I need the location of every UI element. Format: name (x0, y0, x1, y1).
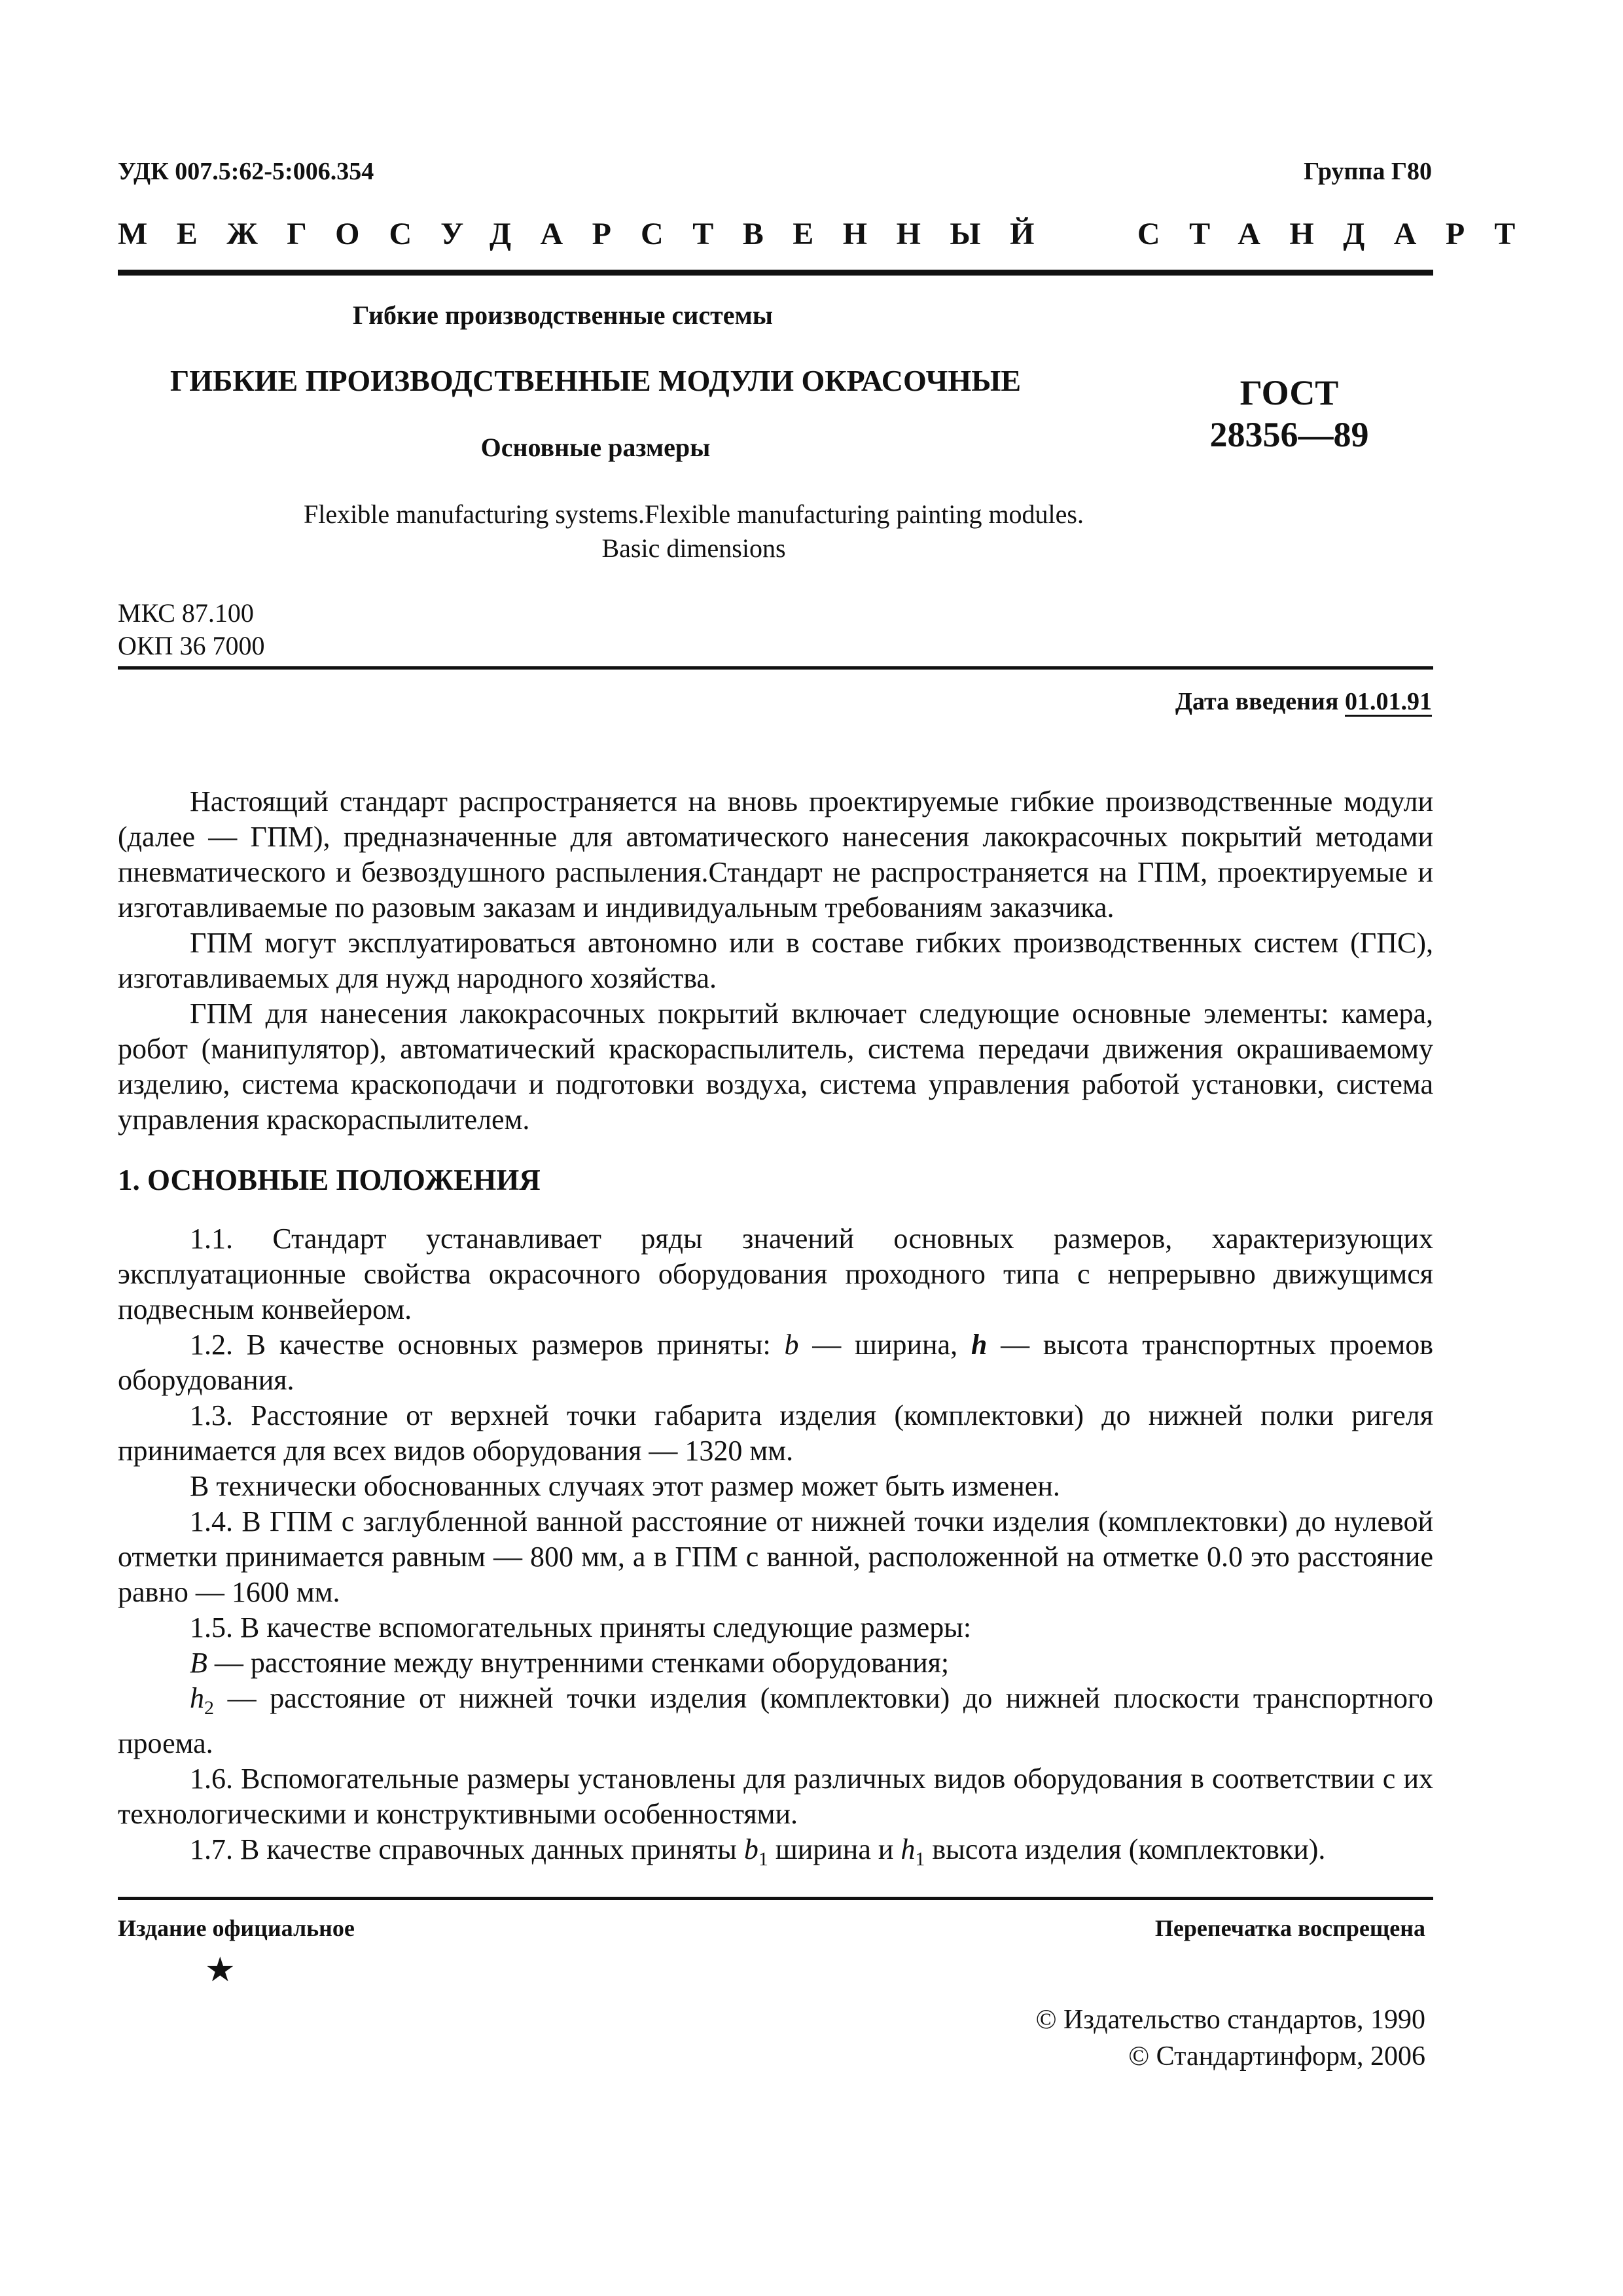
header-rule (118, 270, 1433, 276)
document-title: ГИБКИЕ ПРОИЗВОДСТВЕННЫЕ МОДУЛИ ОКРАСОЧНЫЕ (169, 364, 1022, 397)
clause-1-1: 1.1. Стандарт устанавливает ряды значений основных размеров, характеризующих эксплуатационные свойства окрасочного оборудования проходного типа с непрерывно движущимся подвесным конвейером. (118, 1223, 1433, 1325)
clause-1-6: 1.6. Вспомогательные размеры установлены для различных видов оборудования в соответствии с их технологическими и конструктивными особенностями. (118, 1762, 1433, 1830)
series-title: Гибкие производственные системы (353, 300, 773, 330)
intro-paragraph-3: ГПМ для нанесения лакокрасочных покрытий включает следующие основные элементы: камера, робот (манипулятор), автоматический краскораспылитель, система передачи движения окрашиваемому изделию, система краскоподачи и подготовки воздуха, система управления работой установки, система управления краскораспылителем. (118, 997, 1433, 1136)
intro-paragraph-1: Настоящий стандарт распространяется на вновь проектируемые гибкие производственные модули (далее — ГПМ), предназначенные для автоматического нанесения лакокрасочных покрытий методами пневматического и безвоздушного распыления.Стандарт не распространяется на ГПМ, проектируемые и изготавливаемые по разовым заказам и индивидуальным требованиям заказчика. (118, 785, 1433, 924)
effective-date-label: Дата введения (1175, 688, 1339, 715)
gost-number (1152, 372, 1427, 456)
reprint-prohibited: Перепечатка воспрещена (1154, 1915, 1425, 1941)
clause-1-5-item-h2: $h_2$ — расстояние от нижней точки изделия (комплектовки) до нижней плоскости транспортного проема. (118, 1682, 1433, 1759)
english-title-line2: Basic dimensions (601, 533, 786, 563)
footer-rule (118, 1897, 1433, 1900)
gost-code: 28356—89 (1209, 415, 1369, 454)
main-text (118, 784, 1433, 1877)
clause-1-5: 1.5. В качестве вспомогательных приняты следующие размеры: (190, 1611, 972, 1643)
copyright-2006: © Стандартинформ, 2006 (1128, 2041, 1425, 2072)
clause-1-4: 1.4. В ГПМ с заглубленной ванной расстояние от нижней точки изделия (комплектовки) до нулевой отметки принимается равным — 800 мм, а в ГПМ с ванной, расположенной на отметке 0.0 это расстояние равно — 1600 мм. (118, 1505, 1433, 1608)
classification-codes (118, 597, 264, 662)
group-code: Группа Г80 (1304, 158, 1432, 185)
section-1-title: 1. ОСНОВНЫЕ ПОЛОЖЕНИЯ (118, 1164, 541, 1196)
english-title (118, 497, 1270, 565)
star-icon: ★ (205, 1950, 236, 1990)
clause-1-5-item-b: B — расстояние между внутренними стенками оборудования; (190, 1647, 950, 1679)
copyright-block (1036, 2001, 1425, 2075)
clause-1-2: 1.2. В качестве основных размеров приняты: b — ширина, h — высота транспортных проемов оборудования. (118, 1329, 1433, 1396)
official-edition: Издание официальное (118, 1915, 355, 1941)
clause-1-3-note: В технически обоснованных случаях этот размер может быть изменен. (190, 1470, 1060, 1502)
intro-paragraph-2: ГПМ могут эксплуатироваться автономно или в составе гибких производственных систем (ГПС), изготавливаемых для нужд народного хозяйства. (118, 927, 1433, 994)
gost-label: ГОСТ (1240, 373, 1339, 412)
effective-date (1175, 687, 1432, 716)
okp-code: ОКП 36 7000 (118, 631, 265, 660)
document-subtitle: Основные размеры (480, 433, 711, 462)
copyright-1990: © Издательство стандартов, 1990 (1035, 2005, 1425, 2035)
english-title-line1: Flexible manufacturing systems.Flexible manufacturing painting modules. (304, 499, 1084, 529)
mks-code: МКС 87.100 (118, 598, 254, 628)
codes-rule (118, 666, 1433, 670)
clause-1-3: 1.3. Расстояние от верхней точки габарита изделия (комплектовки) до нижней полки ригеля принимается для всех видов оборудования — 1320 мм. (118, 1399, 1433, 1467)
effective-date-value: 01.01.91 (1345, 688, 1432, 715)
udk-code: УДК 007.5:62-5:006.354 (118, 158, 374, 185)
clause-1-7: 1.7. В качестве справочных данных приняты $b_1$ ширина и $h_1$ высота изделия (комплектовки). (190, 1833, 1326, 1870)
standard-banner: МЕЖГОСУДАРСТВЕННЫЙ СТАНДАРТ (118, 217, 1544, 251)
